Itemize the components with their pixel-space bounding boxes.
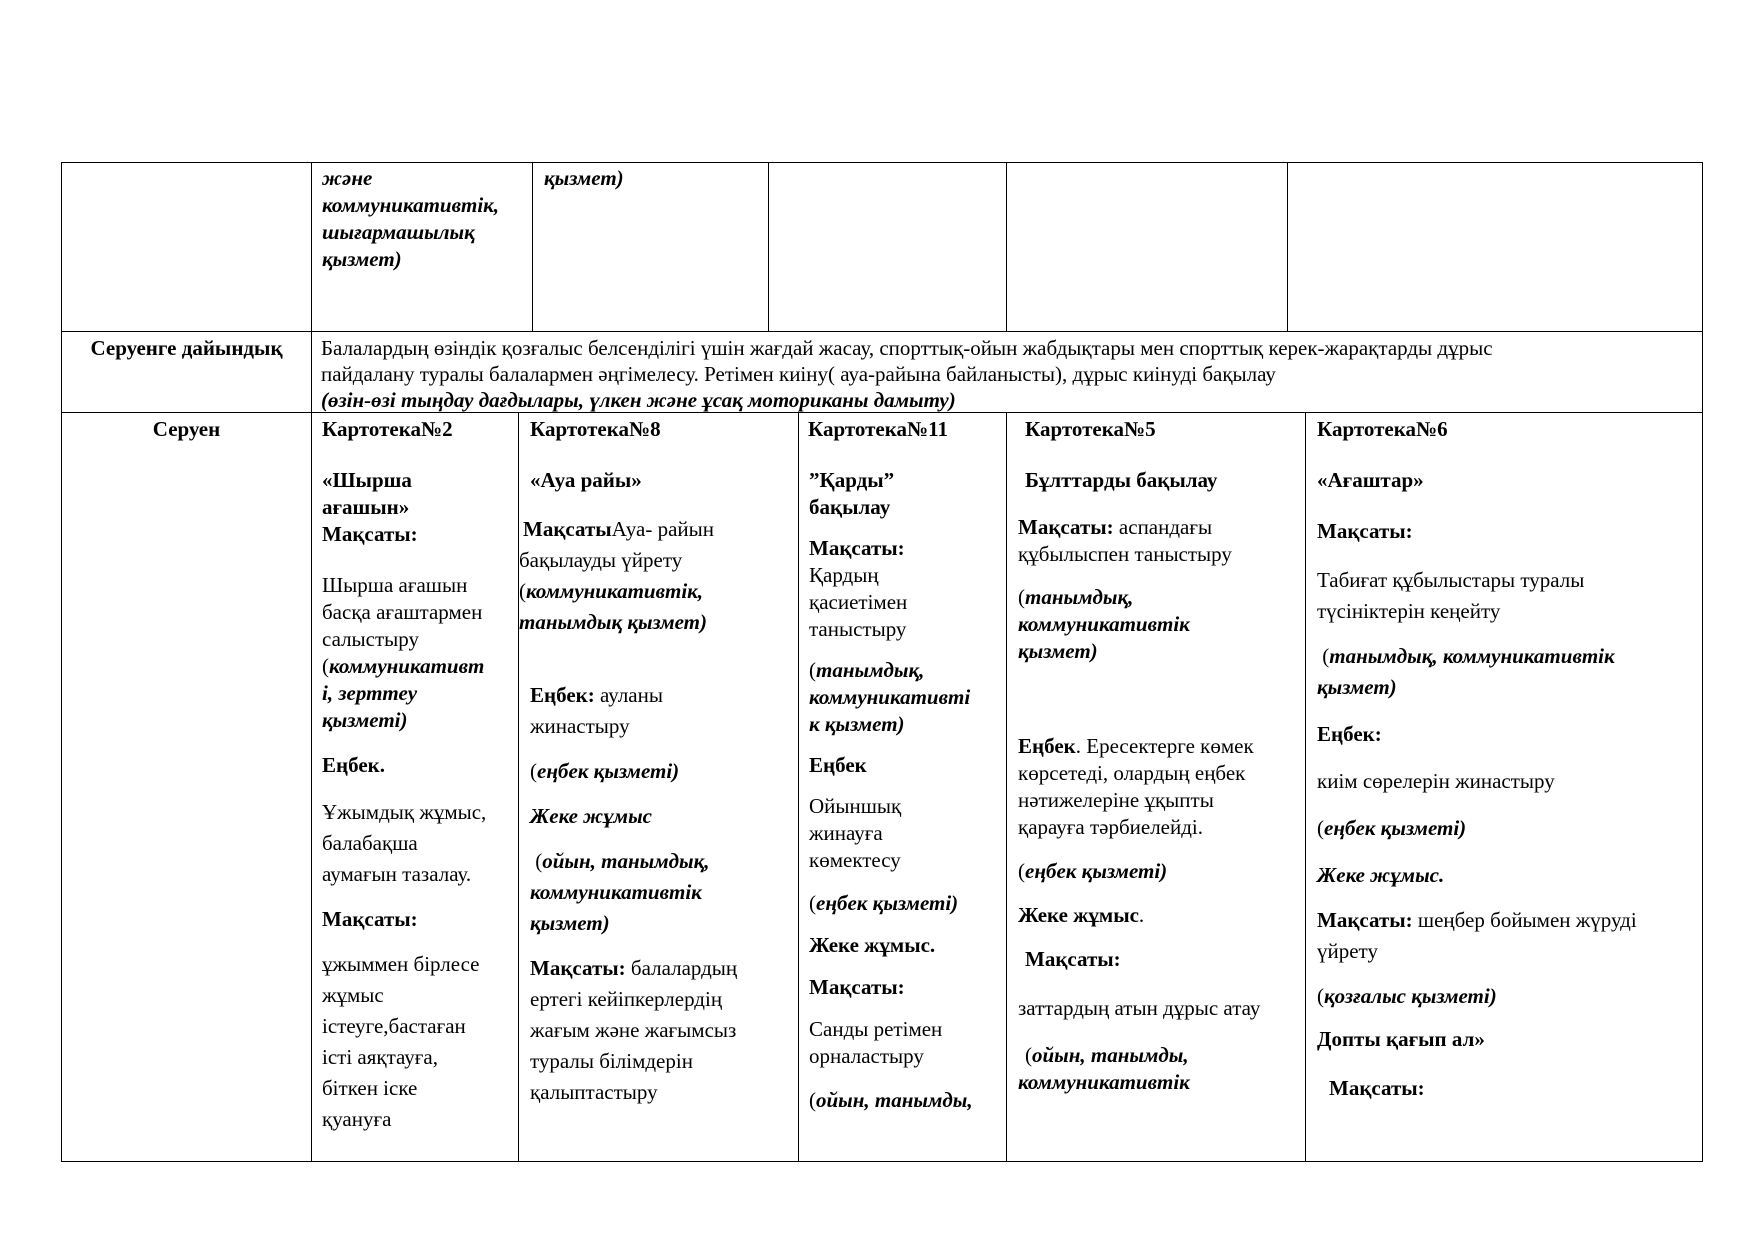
walk-col-1 (322, 416, 517, 1135)
text-line: қызмет) (322, 247, 402, 271)
goal-text: басқа ағаштармен (322, 600, 483, 624)
individual-goal (530, 953, 797, 984)
activity-kind-text: к қызмет) (809, 712, 905, 736)
walk-row-label: Серуен (152, 417, 221, 441)
game-title: Допты қағып ал» (1317, 1027, 1485, 1051)
top-row-cell-3 (544, 165, 764, 192)
paren: ( (1317, 984, 1324, 1008)
activity-kind-text: коммуникативтік, (526, 579, 704, 603)
individual-goal-text: шеңбер бойымен жүруді (1412, 908, 1637, 932)
activity-kind-text: қызметі) (322, 708, 408, 732)
work-label: Еңбек: (1317, 722, 1382, 746)
card-number: Картотека№2 (322, 417, 453, 441)
table-border-top (61, 162, 1703, 163)
goal-text (519, 514, 797, 545)
work-text (1018, 733, 1303, 760)
goal-text: қасиетімен (809, 590, 908, 614)
work-text: көрсетеді, олардың еңбек (1018, 761, 1246, 785)
work-kind-text: еңбек қызметі) (1324, 816, 1467, 840)
paren: ( (530, 849, 543, 873)
activity-kind (322, 653, 517, 680)
activity-kind-text: танымдық, (816, 658, 925, 682)
individual-goal-label: Мақсаты: (1025, 947, 1121, 971)
work-kind-text: еңбек қызметі) (537, 759, 680, 783)
work-goal-text: ұжыммен бірлесе (322, 952, 480, 976)
activity-kind-text: танымдық, (1025, 585, 1134, 609)
individual-goal-text: орналастыру (809, 1044, 924, 1068)
top-row-divider-4 (1287, 162, 1288, 332)
goal-text: Табиғат құбылыстары туралы (1317, 568, 1585, 592)
individual-goal (1317, 905, 1699, 936)
activity-title: Бұлттарды бақылау (1025, 468, 1218, 492)
work-kind (1317, 813, 1699, 844)
individual-goal-text: үйрету (1317, 939, 1378, 963)
paren: ( (322, 654, 329, 678)
goal-text-part: Ауа- райын (611, 517, 714, 541)
work-text: нәтижелеріне ұқыпты (1018, 788, 1214, 812)
individual-goal-text: қалыптастыру (530, 1080, 658, 1104)
individual-kind (809, 1087, 1004, 1114)
punctuation: . (1138, 903, 1145, 927)
work-goal-label: Мақсаты: (322, 907, 418, 931)
label-column-divider (311, 162, 312, 1162)
text-line: және (322, 166, 373, 190)
work-kind-text: еңбек қызметі) (816, 891, 959, 915)
individual-goal-text: Санды ретімен (809, 1017, 943, 1041)
work-text: Ұжымдық жұмыс, (322, 800, 487, 824)
work-text (530, 680, 797, 711)
individual-goal-text: жағым және жағымсыз (530, 1018, 737, 1042)
goal-label: Мақсаты: (1018, 515, 1114, 539)
goal-text: құбылыспен таныстыру (1018, 542, 1232, 566)
individual-goal-label: Мақсаты: (809, 975, 905, 999)
top-row-divider-3 (1006, 162, 1007, 332)
individual-kind (1018, 1042, 1303, 1069)
work-goal-text: істі аяқтауға, (322, 1045, 438, 1069)
individual-work (1018, 902, 1303, 929)
goal-text (1018, 514, 1303, 541)
individual-goal-text: балалардың (625, 956, 738, 980)
activity-title: ”Қарды” (809, 468, 895, 492)
work-label: Еңбек: (530, 683, 595, 707)
card-number: Картотека№11 (808, 417, 948, 441)
goal-label: Мақсаты: (322, 522, 418, 546)
work-text: жинауға (809, 821, 883, 845)
goal-text: таныстыру (809, 617, 907, 641)
individual-kind-text: ойын, танымдық, (542, 849, 710, 873)
text-line: қызмет) (544, 166, 624, 190)
individual-work-label: Жеке жұмыс (1018, 903, 1139, 927)
walk-col-3 (809, 416, 1004, 1114)
individual-goal-text: ертегі кейіпкерлердің (530, 987, 723, 1011)
paren: ( (1317, 644, 1330, 668)
prep-text-line-1: Балалардың өзіндік қозғалыс белсенділігі үшін жағдай жасау, спорттық-ойын жабдықтары мен спорттық керек-жарақтарды дұрыс (321, 336, 1493, 360)
goal-text: түсініктерін кеңейту (1317, 599, 1501, 623)
prep-text-line-2: пайдалану туралы балалармен әңгімелесу. Ретімен киіну( ауа-райына байланысты), дұрыс киінуді бақылау (321, 362, 1276, 386)
work-text: жинастыру (530, 714, 630, 738)
work-text: аумағын тазалау. (322, 862, 472, 886)
table-border-bottom (61, 1161, 1703, 1162)
walk-row-divider-3 (1006, 412, 1007, 1162)
walk-row-divider-4 (1305, 412, 1306, 1162)
individual-kind-text: ойын, танымды, (816, 1088, 973, 1112)
individual-goal-text: заттардың атын дұрыс атау (1018, 996, 1261, 1020)
activity-title: бақылау (809, 495, 891, 519)
table-border-right (1702, 162, 1703, 1162)
work-label: Еңбек (809, 753, 867, 777)
work-text: балабақша (322, 831, 418, 855)
paren: ( (1018, 859, 1025, 883)
game-goal-label: Мақсаты: (1329, 1076, 1425, 1100)
goal-text: бақылауды үйрету (519, 548, 683, 572)
table-border-left (61, 162, 62, 1162)
work-kind (530, 756, 797, 787)
card-number: Картотека№6 (1317, 417, 1448, 441)
activity-kind (1317, 641, 1699, 672)
activity-kind-text: қызмет) (1317, 675, 1397, 699)
paren: ( (1025, 1043, 1032, 1067)
goal-text: салыстыру (322, 627, 420, 651)
walk-col-4 (1018, 416, 1303, 1096)
paren: ( (809, 658, 816, 682)
prep-row-content (321, 335, 1701, 413)
activity-kind (519, 576, 797, 607)
activity-kind-text: коммуникативтік (1018, 612, 1190, 636)
goal-label: Мақсаты: (1317, 519, 1413, 543)
goal-text-part: аспандағы (1113, 515, 1213, 539)
card-number: Картотека№8 (530, 417, 661, 441)
work-text: киім сөрелерін жинастыру (1317, 769, 1555, 793)
text-line: шығармашылық (322, 220, 475, 244)
work-goal-text: жұмыс (322, 983, 384, 1007)
individual-work-label: Жеке жұмыс (530, 804, 652, 828)
work-goal-text: істеуге,бастаған (322, 1014, 466, 1038)
work-label: Еңбек (1018, 734, 1076, 758)
individual-goal-label: Мақсаты: (1317, 908, 1413, 932)
individual-kind-text: коммуникативтік (530, 880, 702, 904)
goal-label: Мақсаты (523, 517, 612, 541)
prep-row-label: Серуенге дайындық (90, 336, 283, 360)
activity-title: «Ағаштар» (1317, 468, 1424, 492)
individual-work-label: Жеке жұмыс. (1317, 863, 1445, 887)
individual-work-label: Жеке жұмыс. (809, 933, 936, 957)
top-row-divider-2 (768, 162, 769, 332)
text-line: коммуникативтік, (322, 193, 500, 217)
paren: ( (809, 891, 816, 915)
paren: ( (1018, 585, 1025, 609)
work-text: қарауға тәрбиелейді. (1018, 815, 1204, 839)
top-row-divider-1 (532, 162, 533, 332)
activity-kind-text: і, зерттеу (322, 681, 418, 705)
top-row-cell-2 (322, 165, 527, 273)
work-text: Ойыншық (809, 794, 902, 818)
walk-col-5 (1317, 416, 1699, 1104)
activity-kind-text: танымдық қызмет) (519, 610, 707, 634)
paren: ( (1317, 816, 1324, 840)
goal-text: Шырша ағашын (322, 573, 468, 597)
paren: ( (519, 579, 526, 603)
walk-row-divider-2 (798, 412, 799, 1162)
work-kind (809, 890, 1004, 917)
activity-kind (809, 657, 1004, 684)
individual-kind-text: коммуникативтік (1018, 1070, 1190, 1094)
activity-kind-text: коммуникативті (809, 685, 971, 709)
activity-kind-text: қызмет) (1018, 639, 1098, 663)
work-text-part: . Ересектерге көмек (1075, 734, 1254, 758)
work-goal-text: қуануға (322, 1107, 392, 1131)
paren: ( (809, 1088, 816, 1112)
individual-kind (530, 846, 797, 877)
table-row-divider-1 (61, 331, 1703, 332)
paren: ( (530, 759, 537, 783)
prep-text-line-3: (өзін-өзі тыңдау дағдылары, үлкен және ұсақ моториканы дамыту) (321, 388, 956, 412)
individual-kind-text: қозғалыс қызметі) (1324, 984, 1497, 1008)
goal-text: Қардың (809, 563, 879, 587)
activity-title: «Шырша (322, 468, 412, 492)
work-text-part: ауланы (594, 683, 663, 707)
individual-goal-text: туралы білімдерін (530, 1049, 693, 1073)
work-label: Еңбек. (322, 753, 385, 777)
activity-kind (1018, 584, 1303, 611)
activity-kind-text: танымдық, коммуникативтік (1329, 644, 1615, 668)
work-kind-text: еңбек қызметі) (1025, 859, 1168, 883)
walk-col-2 (519, 416, 797, 1108)
work-goal-text: біткен іске (322, 1076, 418, 1100)
work-text: көмектесу (809, 848, 901, 872)
work-kind (1018, 858, 1303, 885)
individual-kind-text: ойын, танымды, (1032, 1043, 1189, 1067)
card-number: Картотека№5 (1025, 417, 1156, 441)
goal-label: Мақсаты: (809, 536, 905, 560)
individual-kind-text: қызмет) (530, 911, 610, 935)
activity-kind-text: коммуникативт (329, 654, 485, 678)
activity-title: «Ауа райы» (530, 468, 642, 492)
individual-kind (1317, 981, 1699, 1012)
individual-goal-label: Мақсаты: (530, 956, 626, 980)
activity-title: ағашын» (322, 495, 410, 519)
